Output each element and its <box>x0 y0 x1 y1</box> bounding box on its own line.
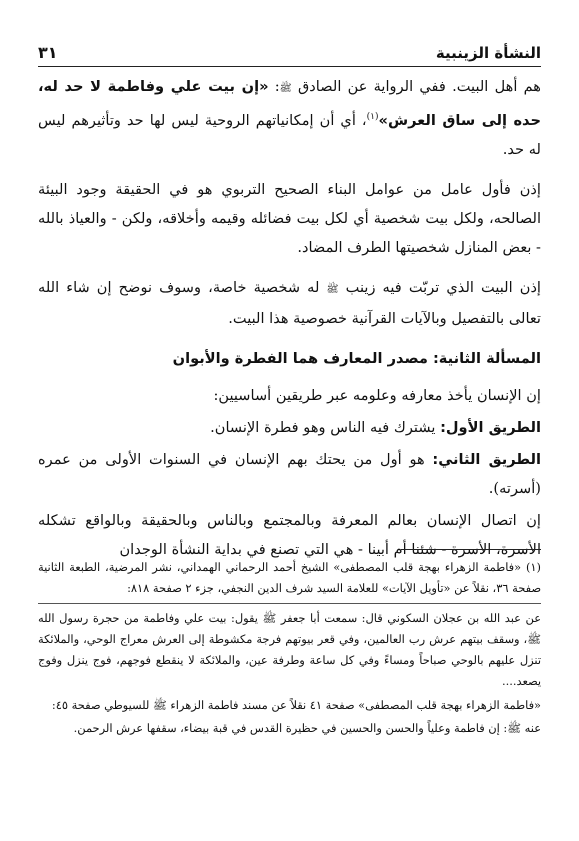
paragraph-6 <box>38 445 541 503</box>
main-text <box>38 72 541 575</box>
section-heading: المسألة الثانية: مصدر المعارف هما الفطرة والأبوان <box>172 349 541 367</box>
footnote-ref[interactable]: (١) <box>366 112 379 122</box>
footnote-4: عنه ﷺ: إن فاطمة وعلياً والحسن والحسين في حظيرة القدس في قبة بيضاء، سقفها عرش الرحمن. <box>73 721 541 736</box>
paragraph-1 <box>38 72 541 164</box>
p1-text-a: هم أهل البيت. ففي الرواية عن الصادق <box>291 78 541 95</box>
paragraph-5 <box>38 413 541 442</box>
footnotes <box>38 557 541 741</box>
hadith-quote: «إن بيت علي وفاطمة لا حد له، حده إلى ساق العرش» <box>38 78 542 129</box>
footnote-1: (١) «فاطمة الزهراء بهجة قلب المصطفى» الشيخ أحمد الرحماني الهمداني، نشر المرضية، الطبعة الثانية صفحة ٣٦، نقلاً عن «تأويل الآيات» للعلامة السيد شرف الدين النجفي، جزء ٢ صفحة ٨١٨: <box>38 560 541 596</box>
paragraph-4: إن الإنسان يأخذ معارفه وعلومه عبر طريقين أساسيين: <box>213 386 541 404</box>
running-header <box>38 36 541 67</box>
path-label-2: الطريق الثاني: <box>432 450 542 468</box>
running-title: النشأة الزينبية <box>435 44 541 62</box>
honorific-symbol: ﷺ <box>326 283 339 295</box>
page-number: ٣١ <box>38 43 58 62</box>
paragraph-3 <box>38 273 541 333</box>
paragraph-7: إن اتصال الإنسان بعالم المعرفة وبالمجتمع وبالناس وبالحقيقة وبالواقع تشكله الأسرة، الأسرة - شئنا أم أبينا - هي التي تصنع في بداية النشأة الوجدان <box>38 511 541 558</box>
footnote-separator <box>38 603 541 604</box>
footnote-divider <box>401 549 541 550</box>
path-label-1: الطريق الأول: <box>440 418 541 436</box>
paragraph-2: إذن فأول عامل من عوامل البناء الصحيح التربوي هو في الحقيقة وجود البيئة الصالحه، ولكل بيت شخصية أي لكل بيت فضائله وقيمه وأخلاقه، ولكن - والعياذ بالله - بعض المنازل شخصيتها الطرف المضاد. <box>38 180 541 256</box>
footnote-3: «فاطمة الزهراء بهجة قلب المصطفى» صفحة ٤١ نقلاً عن مسند فاطمة الزهراء ﷺ للسيوطي صفحة ٤٥: <box>51 697 541 712</box>
footnote-2: عن عبد الله بن عجلان السكوني قال: سمعت أبا جعفر ﷺ يقول: بيت علي وفاطمة من حجرة رسول الله ﷺ، وسقف بيتهم عرش رب العالمين، وفي قعر بيوتهم فرجة مكشوطة إلى العرش معراج الوحي، والملائكة تنزل عليهم بالوحي صباحاً ومساءً وفي كل ساعة وطرفة عين، والملائكة لا ينقطع فوجهم، فوج ينزل وفوج يصعد.... <box>38 610 541 689</box>
honorific-symbol: ﷺ <box>279 83 292 94</box>
p1-text-b: : <box>268 78 280 95</box>
p3-text-b: له شخصية خاصة، وسوف نوضح إن شاء الله تعالى بالتفصيل وبالآيات القرآنية خصوصية هذا البيت. <box>38 278 541 327</box>
path-text-1: يشترك فيه الناس وهو فطرة الإنسان. <box>210 418 441 436</box>
p3-text-a: إذن البيت الذي تربّت فيه زينب <box>338 278 541 296</box>
p1-text-c: ، أي أن إمكانياتهم الروحية ليس لها حد وتأثيرهم ليس له حد. <box>38 111 541 158</box>
path-text-2: هو أول من يحتك بهم الإنسان في السنوات الأولى من عمره (أسرته). <box>38 450 541 497</box>
